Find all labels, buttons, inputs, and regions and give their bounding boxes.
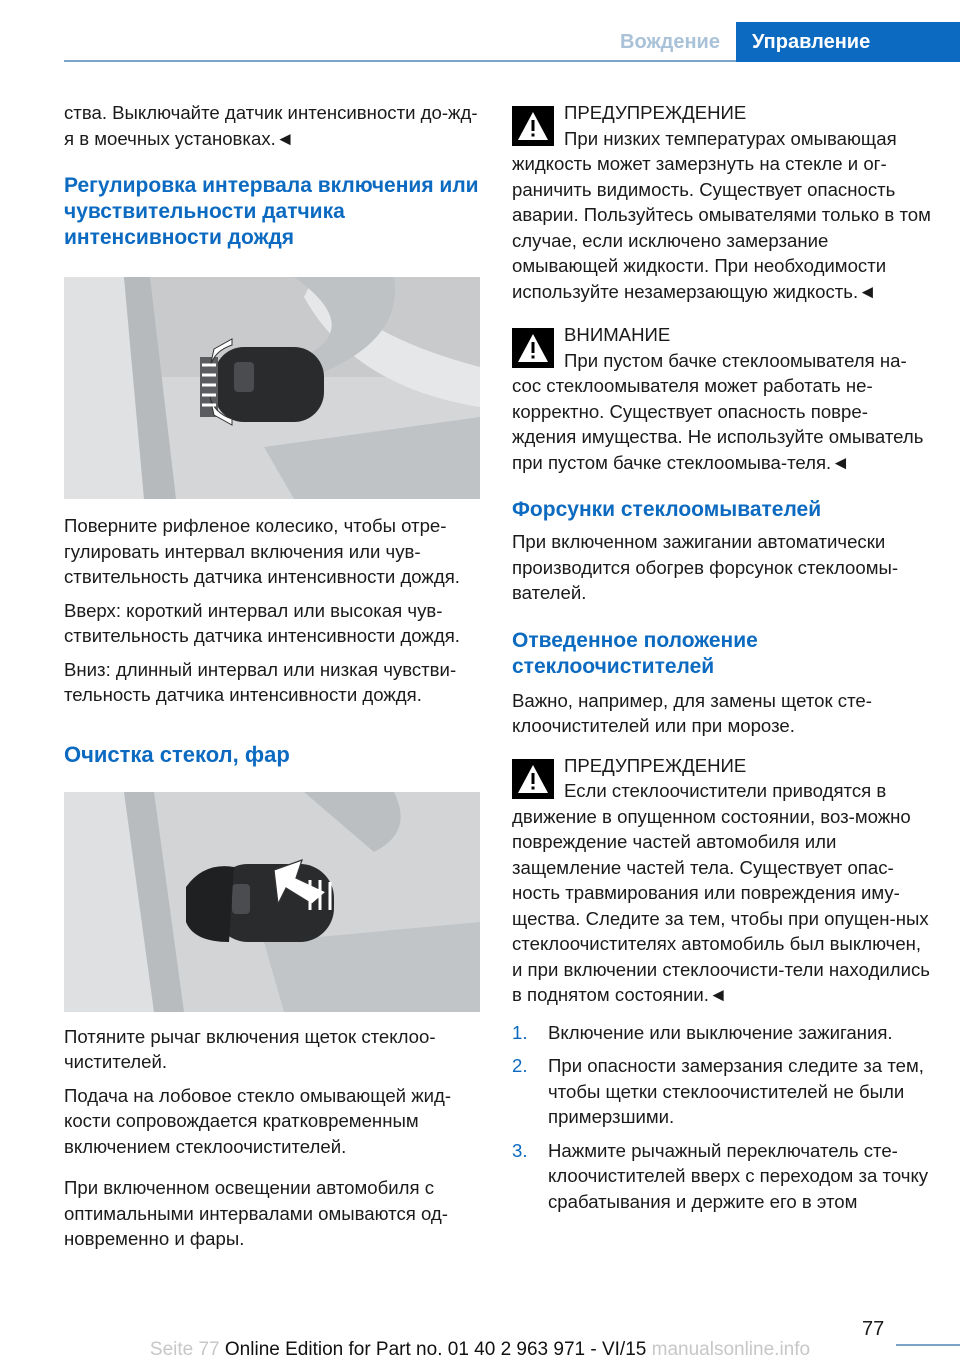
left-column — [64, 100, 480, 1260]
list-item: 1. Включение или выключение зажигания. — [512, 1021, 893, 1043]
wiper-wheel-photo — [64, 277, 480, 499]
section-heading-folded: Отведенное положение стеклоочистителей — [512, 628, 758, 678]
section-heading-nozzles: Форсунки стеклоомывателей — [512, 498, 822, 521]
warning-first-line: Если стеклоочистители приводятся в — [564, 780, 887, 801]
caution-text: сос стеклоомывателя может работать не-корректно. Существует опасность повре-ждения имущества. Не используйте омыватель при пустом бачке стеклоомыва-теля.◄ — [512, 375, 924, 473]
fluid-paragraph: Подача на лобовое стекло омывающей жид-кости сопровождается кратковременным включением стеклоочистителей. — [64, 1084, 452, 1157]
down-paragraph: Вниз: длинный интервал или низкая чувстви-тельность датчика интенсивности дождя. — [64, 658, 457, 705]
list-item: 2. При опасности замерзания следите за тем, чтобы щетки стеклоочистителей не были примерзшими. — [512, 1055, 924, 1127]
list-item: 3. Нажмите рычажный переключатель сте-клоочистителей вверх с переходом за точку срабатывания и держите его в этом — [512, 1139, 929, 1212]
caution-first-line: При пустом бачке стеклоомывателя на- — [564, 349, 907, 371]
caution-empty-tank — [512, 322, 932, 475]
warning-triangle-icon — [512, 328, 554, 368]
page-number: 77 — [862, 1318, 885, 1340]
watermark: Seite 77 — [149, 1339, 220, 1360]
pull-paragraph: Потяните рычаг включения щеток стеклоо-чистителей. — [64, 1025, 436, 1072]
tab-driving[interactable]: Вождение — [620, 31, 720, 53]
warning-triangle-icon — [512, 106, 554, 146]
section-heading-cleaning: Очистка стекол, фар — [64, 741, 290, 767]
watermark-site: manualsonline.info — [651, 1339, 811, 1360]
tab-controls[interactable]: Управление — [736, 22, 960, 62]
warning-title: ПРЕДУПРЕЖДЕНИЕ — [564, 754, 747, 776]
right-column — [512, 100, 932, 1222]
warning-text: жидкость может замерзнуть на стекле и ог-раничить видимость. Существует опасность аварии. Пользуйтесь омывателями только в том случае, если исключено замерзание омывающей жидкости. При необходимости используйте незамерзающую жидкость.◄ — [512, 153, 931, 302]
headlights-paragraph: При включенном освещении автомобиля с оптимальными интервалами омываются од-новременно и фары. — [64, 1177, 448, 1249]
warning-folded — [512, 753, 932, 1008]
warning-first-line: При низких температурах омывающая — [564, 127, 897, 149]
folded-paragraph: Важно, например, для замены щеток сте-клоочистителей или при морозе. — [512, 689, 872, 736]
section-heading-interval: Регулировка интервала включения или чувствительности датчика интенсивности дождя — [64, 174, 479, 249]
warning-triangle-icon — [512, 759, 554, 799]
nozzles-paragraph: При включенном зажигании автоматически производится обогрев форсунок стеклоомы-вателей. — [512, 531, 899, 603]
intro-paragraph: ства. Выключайте датчик интенсивности до-ждя в моечных установках.◄ — [64, 102, 478, 149]
warning-title: ПРЕДУПРЕЖДЕНИЕ — [564, 102, 747, 123]
footer-edition: Seite 77 Online Edition for Part no. 01 40 2 963 971 - VI/15 manualsonline.info — [149, 1339, 811, 1360]
up-paragraph: Вверх: короткий интервал или высокая чув-ствительность датчика интенсивности дождя. — [64, 599, 460, 646]
warning-freezing — [512, 100, 932, 304]
warning-text: движение в опущенном состоянии, воз-можно повреждение частей автомобиля или защемление частей тела. Существует опас-ность травмирования или повреждения иму-щества. Следите за тем, чтобы при опущен-ных стеклоочистителях автомобиль был выключен, и при включении стеклоочисти-тели находились в поднятом состоянии.◄ — [512, 805, 930, 1005]
wiper-lever-photo — [64, 792, 480, 1012]
caution-title: ВНИМАНИЕ — [564, 324, 671, 345]
rotate-paragraph: Поверните рифленое колесико, чтобы отре-гулировать интервал включения или чув-ствительность датчика интенсивности дождя. — [64, 515, 460, 587]
steps-list — [512, 1020, 932, 1215]
